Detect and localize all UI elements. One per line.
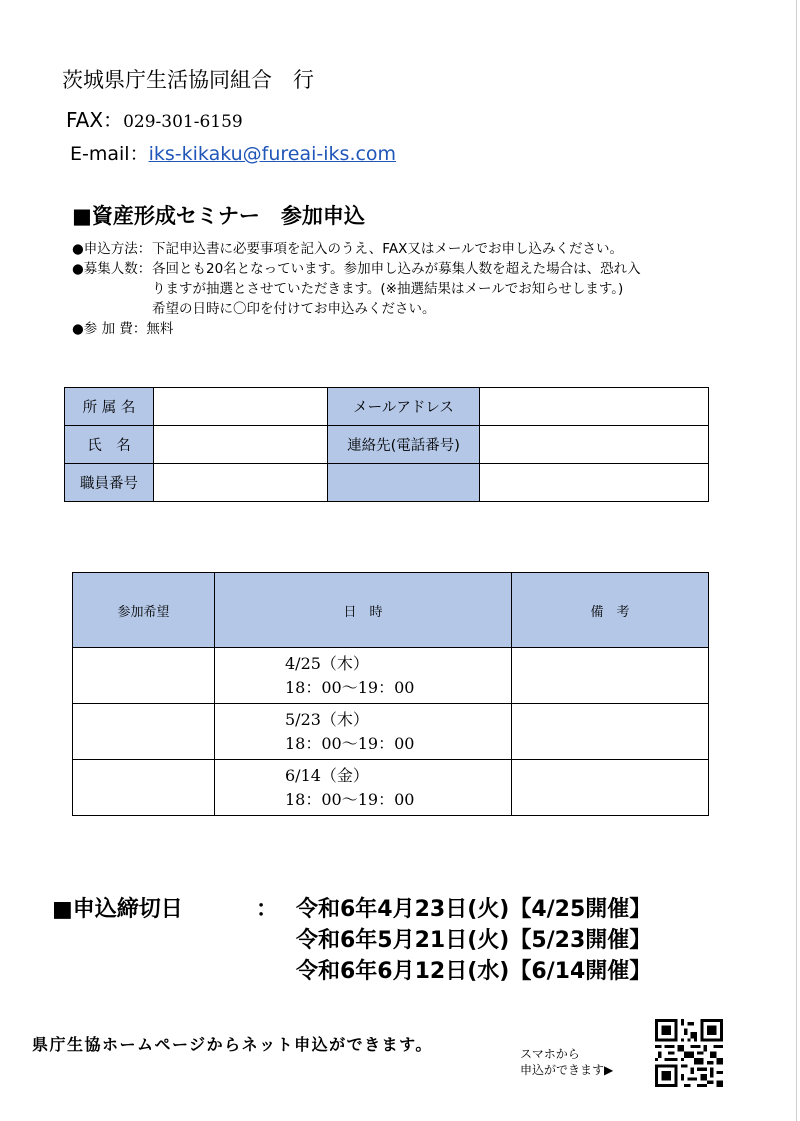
deadline-item: 令和6年6月12日(水)【6/14開催】 xyxy=(296,959,652,984)
email-label: E-mail： xyxy=(70,143,149,165)
note-label: ●申込方法： xyxy=(72,241,152,257)
note-capacity xyxy=(72,259,641,279)
note-text: 下記申込書に必要事項を記入のうえ、FAX又はメールでお申し込みください。 xyxy=(152,241,624,257)
remarks-cell[interactable] xyxy=(512,760,709,816)
email-field[interactable] xyxy=(480,388,709,426)
session-date: 4/25（木） xyxy=(285,653,369,673)
email-link[interactable]: iks-kikaku@fureai-iks.com xyxy=(148,143,397,165)
schedule-row xyxy=(73,760,709,816)
name-label: 氏 名 xyxy=(65,426,154,464)
smartphone-note xyxy=(520,1046,613,1078)
note-text: 各回とも20名となっています。参加申し込みが募集人数を超えた場合は、恐れ入 xyxy=(152,261,641,277)
datetime-cell xyxy=(215,704,512,760)
fax-line xyxy=(66,104,243,133)
fax-label: FAX： xyxy=(66,108,124,132)
deadline-label: ■申込締切日 xyxy=(52,897,183,922)
deadline-item: 令和6年4月23日(火)【4/25開催】 xyxy=(296,897,652,922)
blank-cell xyxy=(480,464,709,502)
session-time: 18：00～19：00 xyxy=(285,677,415,697)
affiliation-label: 所 属 名 xyxy=(65,388,154,426)
session-date: 6/14（金） xyxy=(285,765,369,785)
section-title: ■資産形成セミナー 参加申込 xyxy=(72,204,365,228)
note-fee xyxy=(72,319,641,339)
participation-cell[interactable] xyxy=(73,760,215,816)
smartphone-line: スマホから xyxy=(520,1047,580,1061)
staff-number-field[interactable] xyxy=(154,464,328,502)
datetime-cell xyxy=(215,760,512,816)
recipient: 茨城県庁生活協同組合 行 xyxy=(62,68,314,92)
session-time: 18：00～19：00 xyxy=(285,733,415,753)
note-text: 希望の日時に〇印を付けてお申込みください。 xyxy=(152,301,436,317)
email-label-cell: メールアドレス xyxy=(328,388,480,426)
header-participation: 参加希望 xyxy=(73,573,215,648)
participation-cell[interactable] xyxy=(73,648,215,704)
schedule-row xyxy=(73,648,709,704)
session-time: 18：00～19：00 xyxy=(285,789,415,809)
note-label: ●募集人数： xyxy=(72,261,152,277)
deadline-item: 令和6年5月21日(火)【5/23開催】 xyxy=(296,928,652,953)
email-line xyxy=(70,139,396,166)
schedule-row xyxy=(73,704,709,760)
note-text: 無料 xyxy=(146,321,174,337)
phone-field[interactable] xyxy=(480,426,709,464)
affiliation-field[interactable] xyxy=(154,388,328,426)
header-datetime: 日 時 xyxy=(215,573,512,648)
blank-shaded-cell xyxy=(328,464,480,502)
deadline-block xyxy=(52,894,651,987)
notes xyxy=(72,239,641,339)
staff-number-label: 職員番号 xyxy=(65,464,154,502)
schedule-table xyxy=(72,572,709,816)
datetime-cell xyxy=(215,648,512,704)
deadline-separator: ： xyxy=(256,897,279,922)
note-method xyxy=(72,239,641,259)
note-label: ●参 加 費： xyxy=(72,321,147,337)
remarks-cell[interactable] xyxy=(512,648,709,704)
applicant-info-table xyxy=(64,387,709,502)
smartphone-line: 申込ができます▶ xyxy=(520,1063,614,1077)
session-date: 5/23（木） xyxy=(285,709,369,729)
qr-code[interactable] xyxy=(655,1019,723,1087)
note-text: りますが抽選とさせていただきます。(※抽選結果はメールでお知らせします。) xyxy=(152,281,624,297)
page-edge xyxy=(796,0,797,1121)
phone-label: 連絡先(電話番号) xyxy=(328,426,480,464)
fax-number: 029-301-6159 xyxy=(123,112,243,132)
participation-cell[interactable] xyxy=(73,704,215,760)
online-application-note: 県庁生協ホームページからネット申込ができます。 xyxy=(32,1035,433,1054)
remarks-cell[interactable] xyxy=(512,704,709,760)
header-remarks: 備 考 xyxy=(512,573,709,648)
name-field[interactable] xyxy=(154,426,328,464)
